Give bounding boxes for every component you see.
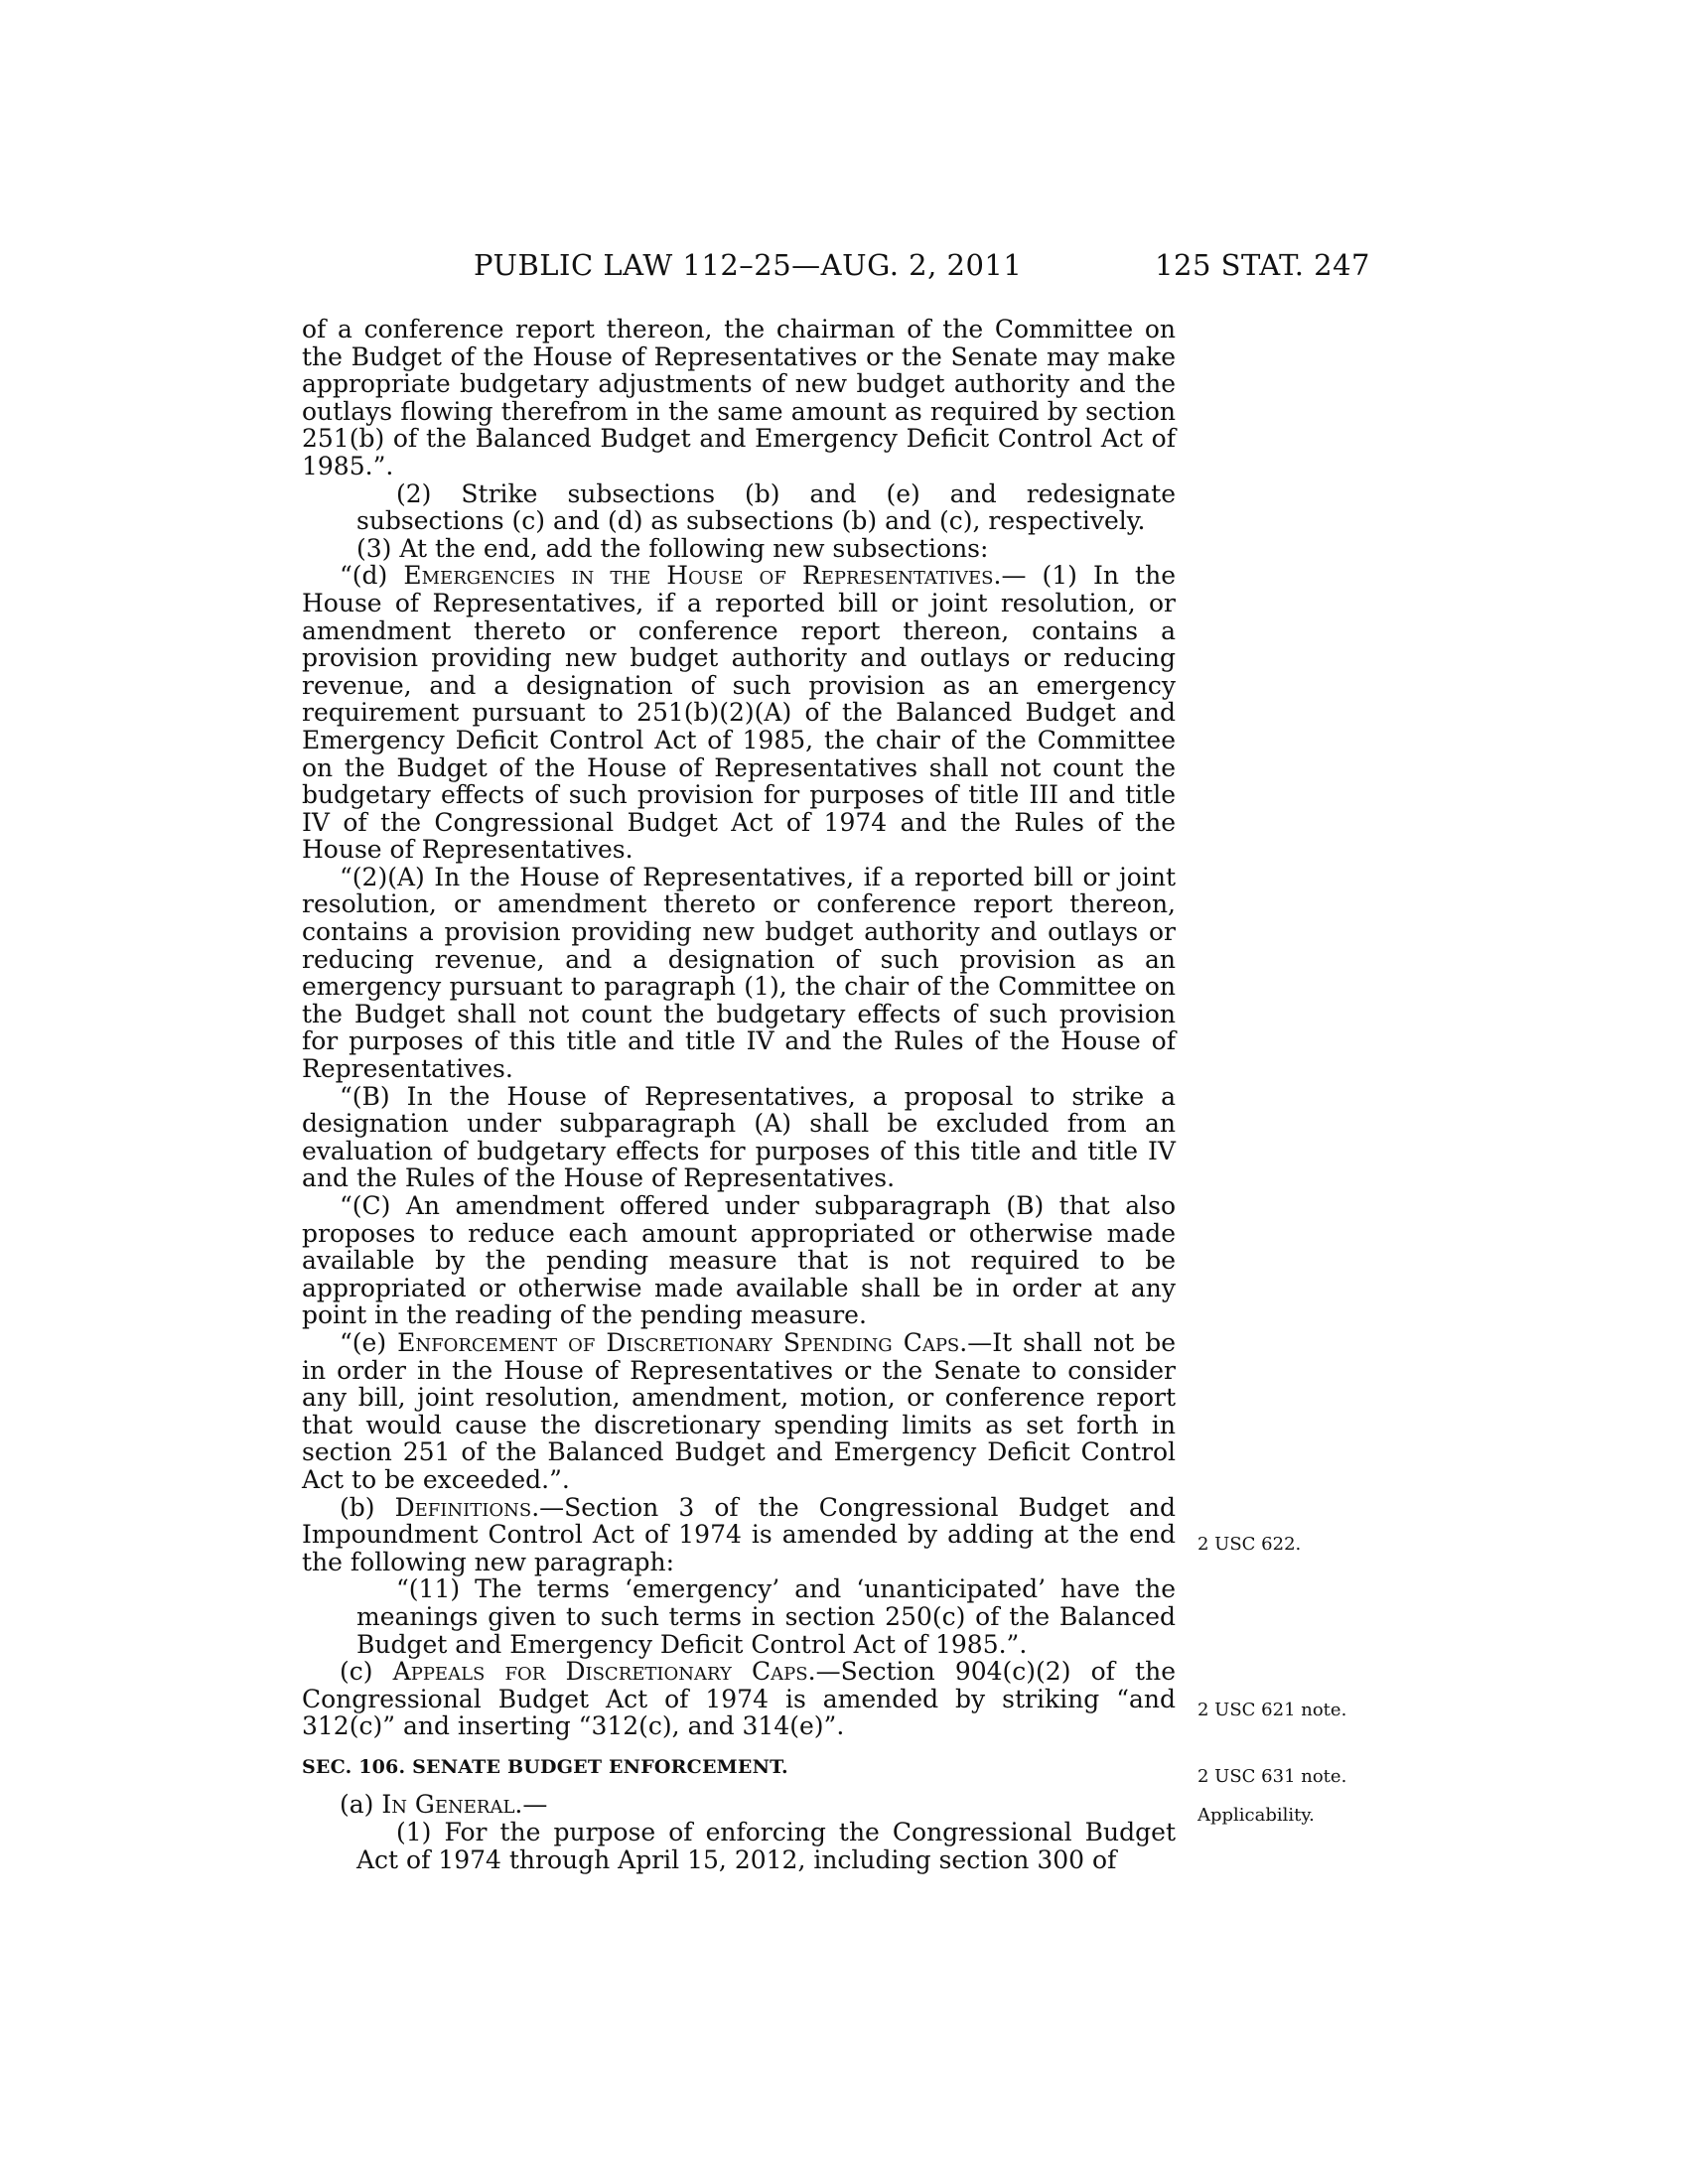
paragraph-b: “(B) In the House of Representatives, a proposal to strike a designation under subparagraph (A) shall be excluded from an evaluation of budgetary effects for purposes of this title and title IV and the Rules of the House of Representatives.	[302, 1081, 1176, 1193]
paragraph-strike-subsections: (2) Strike subsections (b) and (e) and redesignate subsections (c) and (d) as subsections (b) and (c), respectively.	[356, 478, 1176, 536]
margin-note-usc-621: 2 USC 621 note.	[1197, 1700, 1347, 1720]
heading-enforcement: Enforcement of Discretionary Spending Caps.	[397, 1327, 968, 1357]
margin-note-applicability: Applicability.	[1197, 1805, 1315, 1826]
statute-page-number: 125 STAT. 247	[1155, 248, 1370, 282]
paragraph-c: “(C) An amendment offered under subparagraph (B) that also proposes to reduce each amount appropriated or otherwise made available by the pending measure that is not required to be appropriated or otherwise made available shall be in order at any point in the reading of the pending measure.	[302, 1191, 1176, 1330]
paragraph-2a: “(2)(A) In the House of Representatives, if a reported bill or joint resolution, or amendment thereto or conference report thereon, contains a provision providing new budget authority and outlays or reducing revenue, and a designation of such provision as an emergency pursuant to paragraph (1), the chair of the Committee on the Budget shall not count the budgetary effects of such provision for purposes of this title and title IV and the Rules of the House of Representatives.	[302, 862, 1176, 1084]
paragraph-11: “(11) The terms ‘emergency’ and ‘unanticipated’ have the meanings given to such terms in section 250(c) of the Balanced Budget and Emergency Deficit Control Act of 1985.”.	[356, 1574, 1176, 1659]
paragraph-1-enforcing: (1) For the purpose of enforcing the Congressional Budget Act of 1974 through April 15, 2012, including section 300 of	[356, 1818, 1176, 1874]
subsection-e: “(e) Enforcement of Discretionary Spending Caps.—It shall not be in order in the House of Representatives or the Senate to consider any bill, joint resolution, amendment, motion, or conference report that would cause the discretionary spending limits as set forth in section 251 of the Balanced Budget and Emergency Deficit Control Act to be exceeded.”.	[302, 1327, 1177, 1494]
subsection-b-definitions: (b) Definitions.—Section 3 of the Congressional Budget and Impoundment Control Act of 1974 is amended by adding at the end the following new paragraph:	[302, 1492, 1176, 1576]
document-body	[302, 316, 1176, 1873]
page-header	[0, 248, 1688, 288]
heading-emergencies: Emergencies in the House of Representatives.	[403, 561, 1002, 591]
paragraph-continuation: of a conference report thereon, the chairman of the Committee on the Budget of the House of Representatives or the Senate may make appropriate budgetary adjustments of new budget authority and the outlays flowing therefrom in the same amount as required by section 251(b) of the Balanced Budget and Emergency Deficit Control Act of 1985.”.	[302, 315, 1176, 480]
heading-definitions: Definitions.	[394, 1492, 540, 1522]
paragraph-add-subsections: (3) At the end, add the following new subsections:	[356, 533, 989, 563]
heading-appeals: Appeals for Discretionary Caps.	[392, 1657, 816, 1687]
law-title: PUBLIC LAW 112–25—AUG. 2, 2011	[474, 248, 1023, 282]
subsection-a-general: (a) In General.—	[340, 1790, 548, 1820]
margin-note-usc-622: 2 USC 622.	[1197, 1534, 1302, 1555]
heading-in-general: In General.	[381, 1790, 523, 1820]
section-106-heading: SEC. 106. SENATE BUDGET ENFORCEMENT.	[302, 1755, 788, 1778]
subsection-d: “(d) Emergencies in the House of Representatives.— (1) In the House of Representatives, if a reported bill or joint resolution, or amendment thereto or conference report thereon, contains a provision providing new budget authority and outlays or reducing revenue, and a designation of such provision as an emergency requirement pursuant to 251(b)(2)(A) of the Balanced Budget and Emergency Deficit Control Act of 1985, the chair of the Committee on the Budget of the House of Representatives shall not count the budgetary effects of such provision for purposes of title III and title IV of the Congressional Budget Act of 1974 and the Rules of the House of Representatives.	[302, 561, 1176, 865]
margin-note-usc-631: 2 USC 631 note.	[1197, 1766, 1347, 1787]
subsection-c-appeals: (c) Appeals for Discretionary Caps.—Section 904(c)(2) of the Congressional Budget Act of 1974 is amended by striking “and 312(c)” and inserting “312(c), and 314(e)”.	[302, 1657, 1176, 1741]
